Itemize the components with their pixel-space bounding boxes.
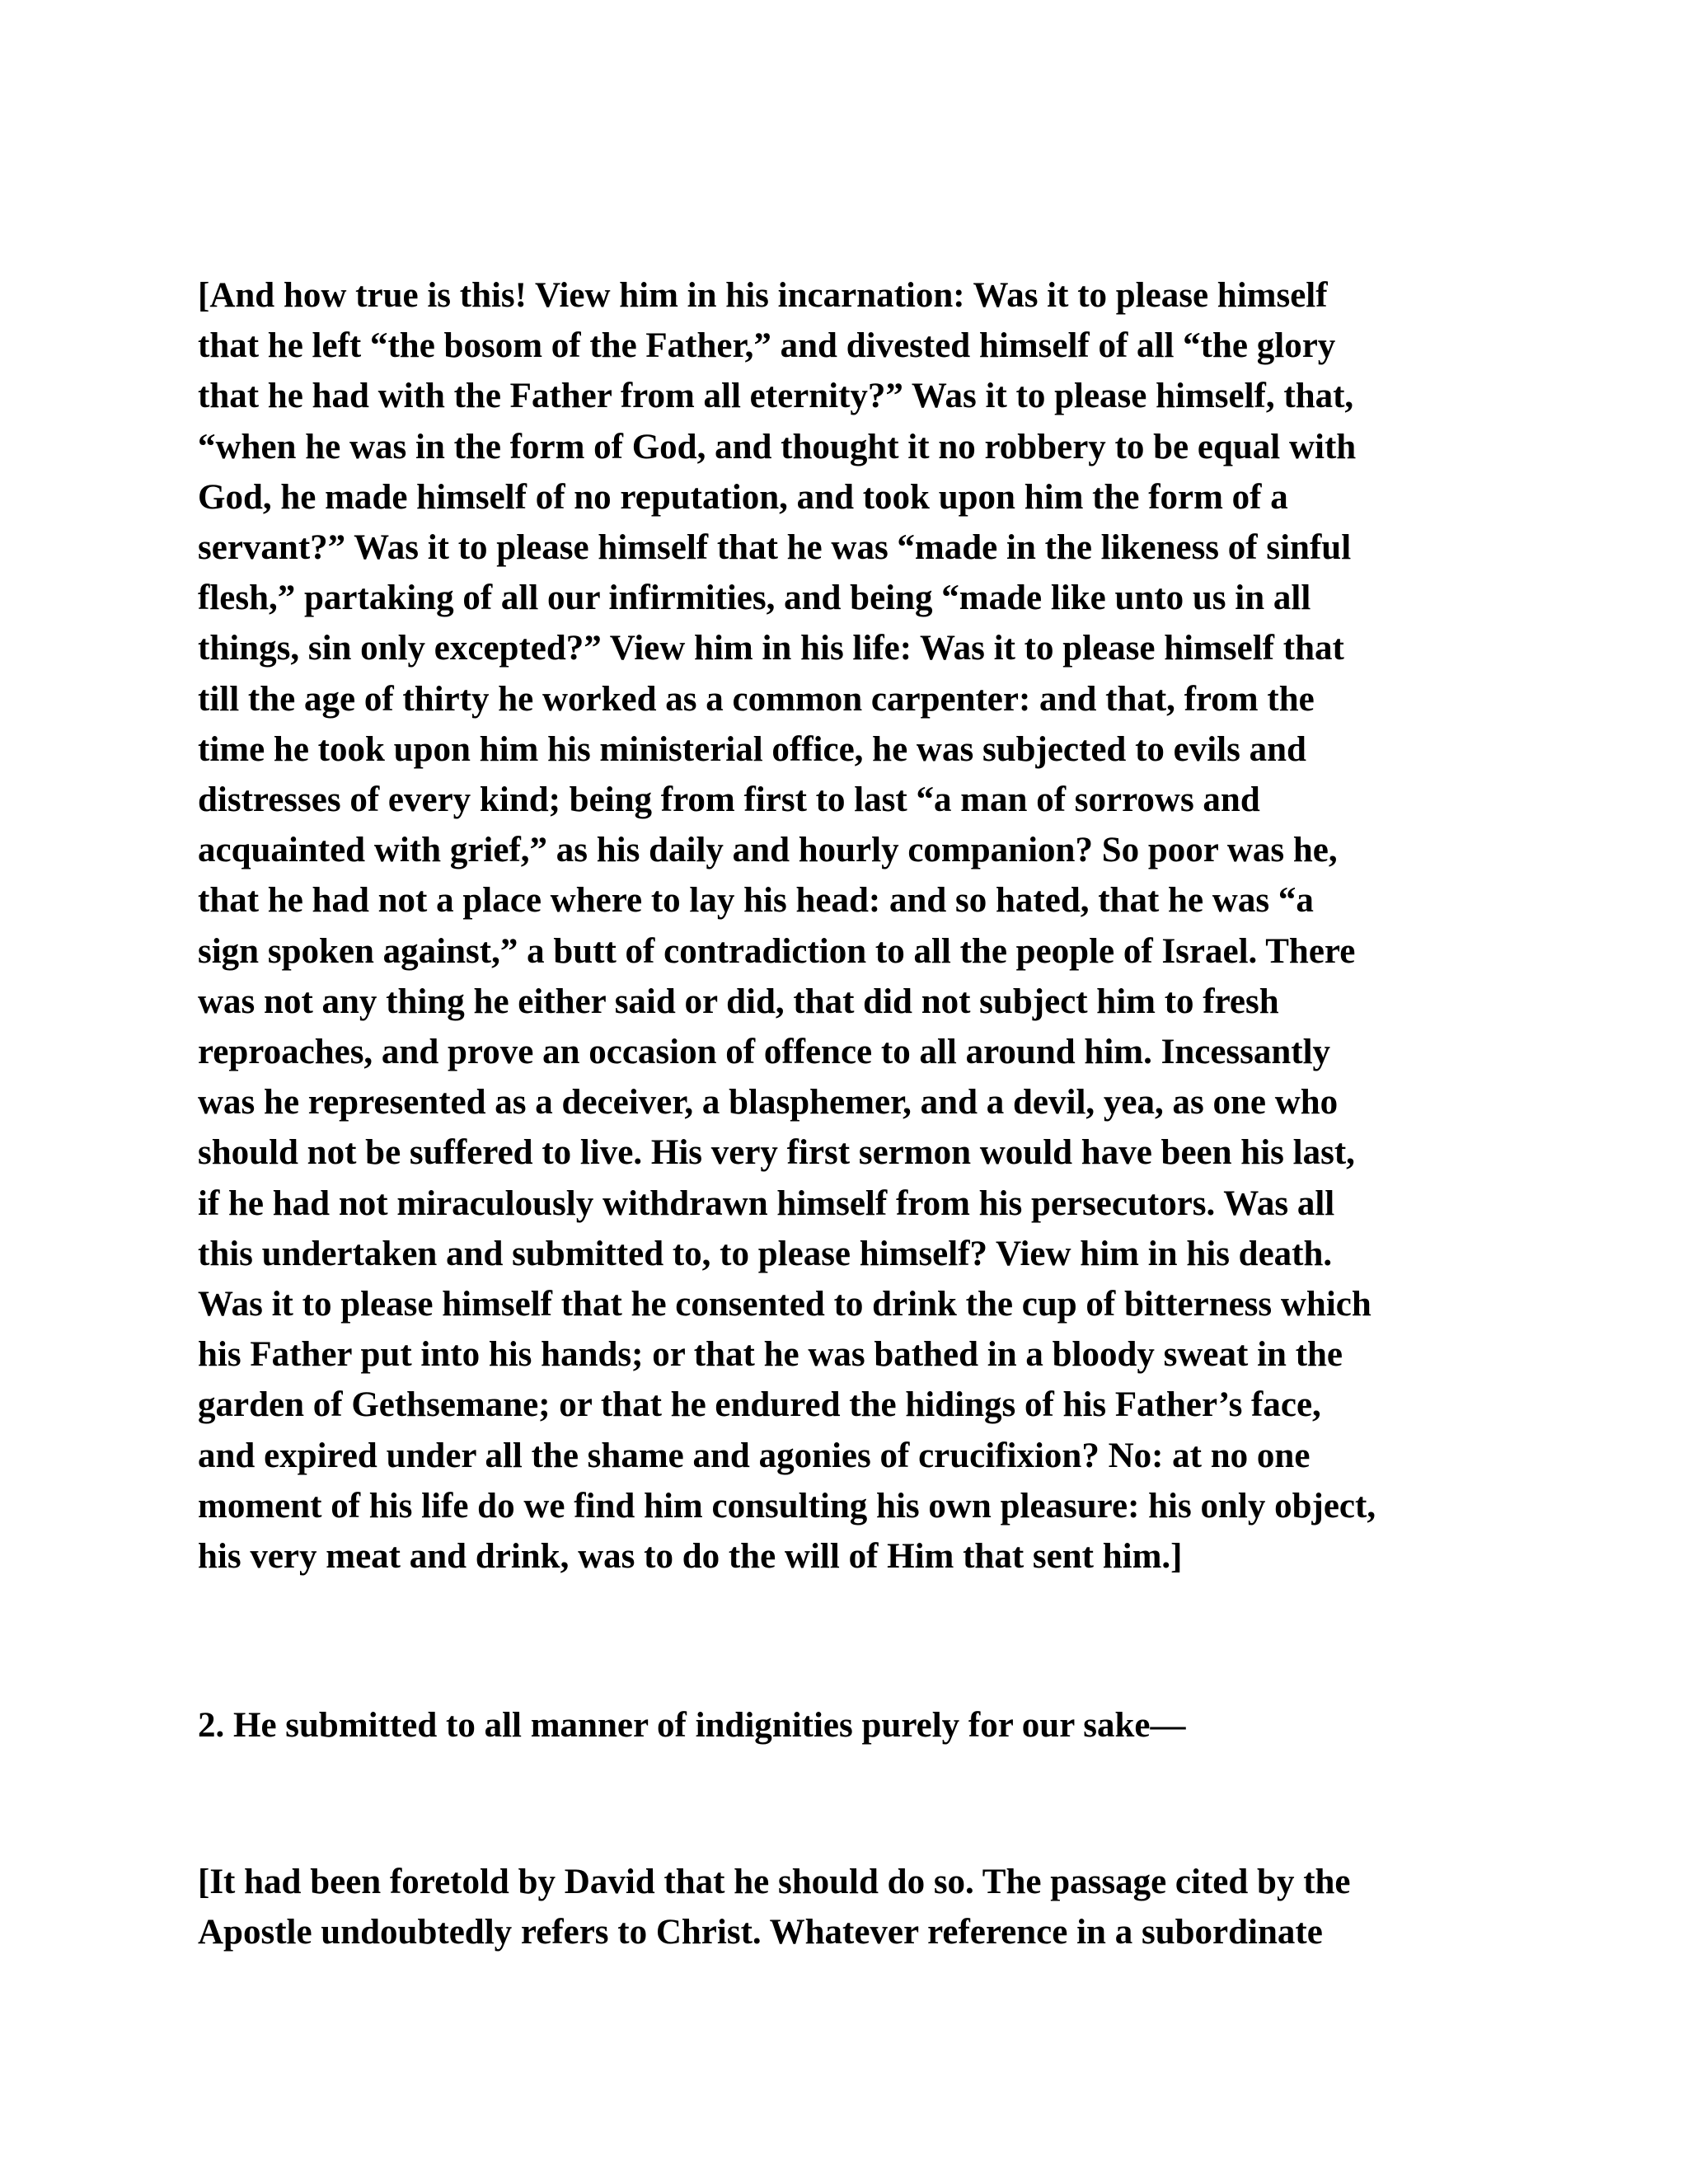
text-line: things, sin only excepted?” View him in his life: Was it to please himself that — [198, 629, 1344, 668]
text-line: flesh,” partaking of all our infirmities, and being “made like unto us in all — [198, 579, 1311, 618]
text-line: if he had not miraculously withdrawn himself from his persecutors. Was all — [198, 1183, 1335, 1223]
text-line: sign spoken against,” a butt of contradiction to all the people of Israel. There — [198, 931, 1356, 971]
heading-point-two — [198, 1700, 1500, 1750]
text-line: Apostle undoubtedly refers to Christ. Whatever reference in a subordinate — [198, 1913, 1323, 1952]
text-line: [It had been foretold by David that he should do so. The passage cited by the — [198, 1863, 1351, 1901]
text-line: Was it to please himself that he consented to drink the cup of bitterness which — [198, 1285, 1372, 1324]
text-line: reproaches, and prove an occasion of offence to all around him. Incessantly — [198, 1033, 1331, 1072]
text-line: 2. He submitted to all manner of indignities purely for our sake— — [198, 1706, 1186, 1745]
text-line: should not be suffered to live. His very first sermon would have been his last, — [198, 1133, 1355, 1173]
text-line: that he had not a place where to lay his head: and so hated, that he was “a — [198, 881, 1314, 921]
paragraph-christ-pleased-not-himself — [198, 270, 1500, 1582]
text-line: moment of his life do we find him consulting his own pleasure: his only object, — [198, 1486, 1376, 1526]
text-line: servant?” Was it to please himself that he was “made in the likeness of sinful — [198, 528, 1352, 568]
paragraph-foretold-by-david — [198, 1857, 1500, 1957]
text-line: distresses of every kind; being from first to last “a man of sorrows and — [198, 780, 1260, 820]
text-line: that he left “the bosom of the Father,” and divested himself of all “the glory — [198, 326, 1336, 366]
text-line: acquainted with grief,” as his daily and hourly companion? So poor was he, — [198, 831, 1338, 870]
text-line: that he had with the Father from all eternity?” Was it to please himself, that, — [198, 377, 1354, 416]
text-line: “when he was in the form of God, and thought it no robbery to be equal with — [198, 427, 1357, 466]
text-line: garden of Gethsemane; or that he endured the hidings of his Father’s face, — [198, 1385, 1321, 1425]
text-line: was he represented as a deceiver, a blasphemer, and a devil, yea, as one who — [198, 1083, 1339, 1122]
text-line: God, he made himself of no reputation, and took upon him the form of a — [198, 477, 1288, 517]
text-line: and expired under all the shame and agonies of crucifixion? No: at no one — [198, 1436, 1311, 1475]
text-line: time he took upon him his ministerial office, he was subjected to evils and — [198, 729, 1306, 769]
text-line: his Father put into his hands; or that he was bathed in a bloody sweat in the — [198, 1335, 1343, 1375]
text-line: this undertaken and submitted to, to please himself? View him in his death. — [198, 1234, 1333, 1273]
text-line: his very meat and drink, was to do the will of Him that sent him.] — [198, 1537, 1183, 1577]
text-line: [And how true is this! View him in his incarnation: Was it to please himself — [198, 276, 1328, 315]
text-line: was not any thing he either said or did, that did not subject him to fresh — [198, 982, 1279, 1021]
text-line: till the age of thirty he worked as a common carpenter: and that, from the — [198, 679, 1315, 719]
